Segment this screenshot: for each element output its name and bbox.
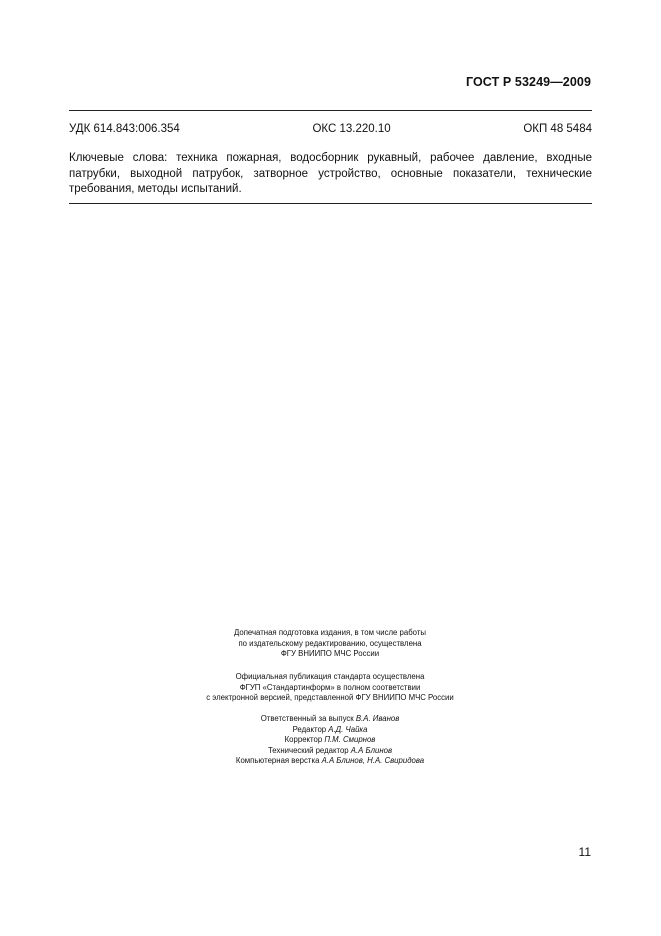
credit-line (140, 714, 520, 725)
credit-line (140, 756, 520, 767)
credit-role: Корректор (284, 735, 325, 744)
credit-line (140, 725, 520, 736)
standard-code: ГОСТ Р 53249—2009 (465, 75, 591, 89)
oks-code: ОКС 13.220.10 (312, 123, 391, 135)
credit-role: Редактор (292, 724, 329, 734)
keywords-paragraph: Ключевые слова: техника пожарная, водосборник рукавный, рабочее давление, входные патрубки, выходной патрубок, затворное устройство, основные показатели, технические требования, методы испытаний. (69, 152, 592, 195)
credit-name: А.Д. Чайка (328, 724, 368, 734)
credit-line (140, 735, 520, 746)
credit-name: В.А. Иванов (355, 714, 400, 723)
imprint-line: ФГУП «Стандартинформ» в полном соответствии (239, 682, 421, 692)
imprint-credits-block (140, 714, 520, 767)
page-number: 11 (578, 845, 591, 859)
top-divider (69, 110, 592, 111)
bottom-divider (69, 203, 592, 204)
classification-row (69, 123, 592, 135)
imprint-line: по издательскому редактированию, осуществлена (238, 638, 422, 648)
imprint-publication-block (140, 672, 520, 704)
credit-name: А.А Блинов (350, 745, 393, 755)
imprint-line: Допечатная подготовка издания, в том числе работы (233, 628, 426, 637)
okp-code: ОКП 48 5484 (523, 123, 592, 135)
imprint-line: Официальная публикация стандарта осуществлена (235, 672, 425, 681)
imprint-prepress-block (140, 628, 520, 660)
udk-code: УДК 614.843:006.354 (69, 123, 180, 135)
credit-role: Ответственный за выпуск (260, 714, 356, 723)
credit-role: Компьютерная верстка (235, 756, 322, 765)
credit-role: Технический редактор (267, 745, 351, 755)
imprint-line: с электронной версией, представленной ФГУ ВНИИПО МЧС России (206, 693, 454, 702)
credit-name: А.А Блинов, Н.А. Свиридова (321, 756, 425, 765)
credit-name: П.М. Смирнов (324, 735, 376, 744)
imprint-line: ФГУ ВНИИПО МЧС России (280, 649, 380, 658)
credit-line (140, 746, 520, 757)
